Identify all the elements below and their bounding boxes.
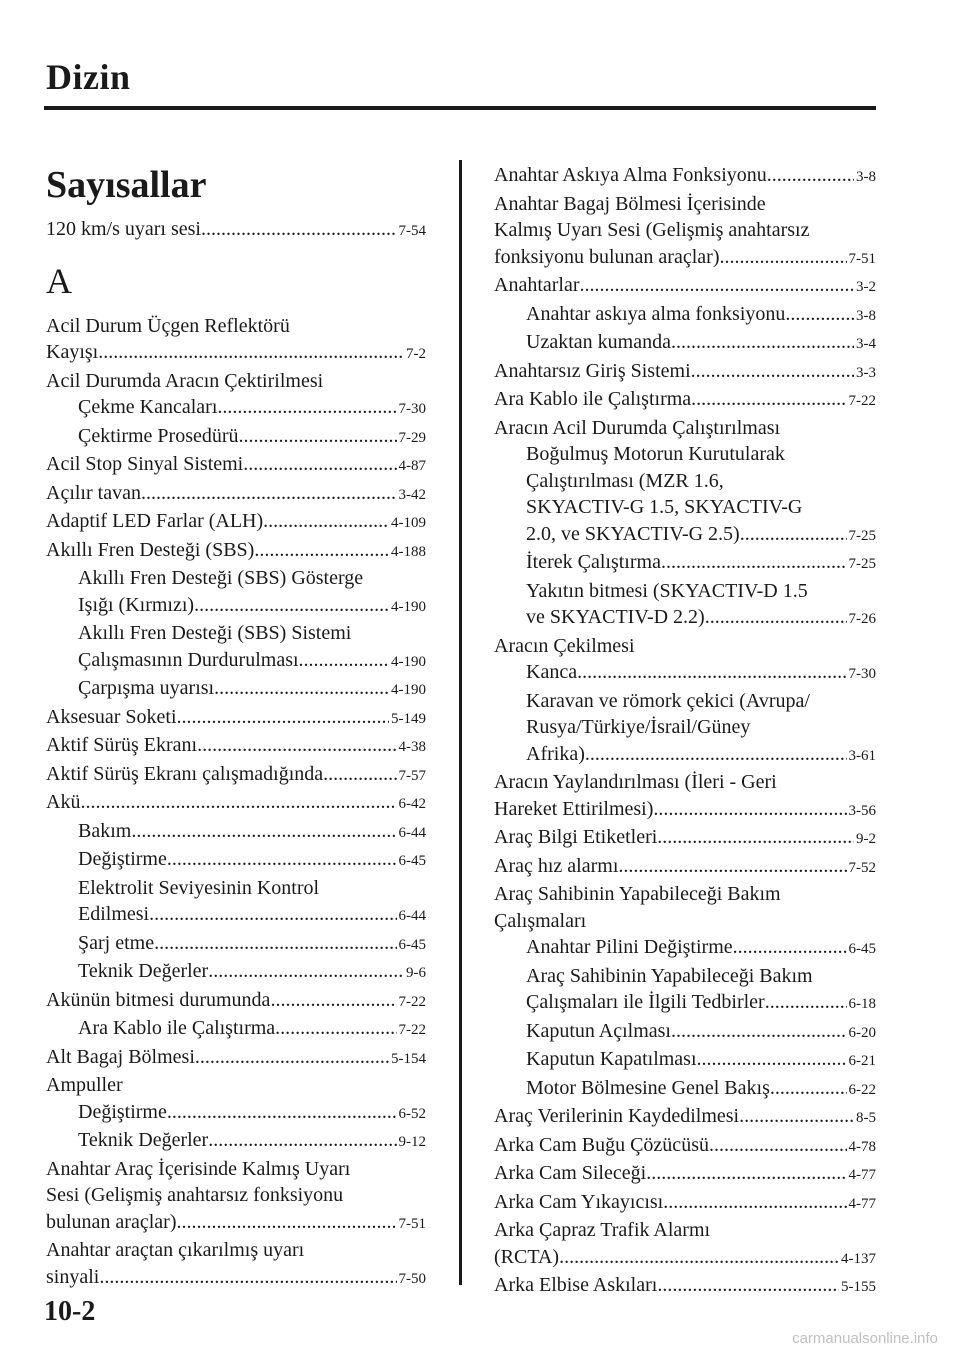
index-entry-text: Çektirme Prosedürü [78,424,239,447]
index-entry-line: Kalmış Uyarı Sesi (Gelişmiş anahtarsız [494,219,810,241]
index-entry-text: bulunan araçlar) [46,1210,177,1233]
leader-dots [691,386,846,413]
page-number: 10-2 [44,1296,96,1327]
index-entry-page: 3-8 [856,169,876,185]
leader-dots [661,549,847,576]
index-entry-page: 4-87 [398,458,426,474]
index-entry-page: 4-77 [848,1195,876,1212]
index-entry-page: 7-52 [848,859,876,876]
index-entry-text: Kaputun Açılması [526,1019,671,1042]
index-entry-page: 3-3 [856,364,876,381]
index-entry [46,1099,426,1128]
index-entry [494,521,876,550]
index-entry-page: 6-21 [848,1053,876,1069]
leader-dots [618,853,846,880]
index-entry-page: 5-149 [391,710,426,727]
leader-dots [80,789,396,816]
leader-dots [585,741,847,768]
index-entry-page: 6-18 [848,996,876,1012]
leader-dots [580,272,854,299]
index-entry [46,480,426,509]
leader-dots [739,1103,854,1130]
index-entry [46,930,426,959]
index-entry [494,741,876,770]
index-entry-line: Araç Sahibinin Yapabileceği Bakım [526,964,813,987]
index-entry-text: sinyali [46,1265,100,1288]
index-entry [46,846,426,875]
index-entry [494,1272,876,1301]
index-entry-line: Acil Durumda Aracın Çektirilmesi [46,369,324,392]
index-entry-page: 7-30 [848,666,876,682]
index-entry-page: 6-45 [398,853,426,869]
index-entry [46,508,426,537]
watermark: carmanualsonline.info [792,1330,938,1347]
index-entry [46,1044,426,1073]
index-entry-page: 7-54 [398,223,426,239]
leader-dots [663,1189,846,1216]
index-entry-page: 4-78 [848,1138,876,1155]
leader-dots [275,1015,396,1042]
index-entry-page: 6-42 [398,796,426,812]
index-entry-line: Arka Çapraz Trafik Alarmı [494,1219,711,1241]
index-entry-text: Teknik Değerler [78,960,209,982]
column-divider [459,160,462,1285]
index-entry-text: Araç Bilgi Etiketleri [494,826,658,848]
index-entry [46,451,426,480]
index-entry-line: Rusya/Türkiye/İsrail/Güney [526,716,751,738]
index-entry-page: 7-25 [848,556,876,572]
index-entry-text: Ara Kablo ile Çalıştırma [494,388,692,410]
leader-dots [131,818,396,845]
letter-heading: A [46,260,72,301]
index-entry [46,592,426,621]
index-entry [46,732,426,761]
leader-dots [709,1132,847,1159]
index-entry-page: 4-109 [391,515,426,531]
index-entry [494,1244,876,1273]
index-entry-text: Çekme Kancaları [78,396,218,418]
index-entry-text: Akünün bitmesi durumunda [46,988,271,1011]
leader-dots [785,301,854,328]
index-column-right [494,162,876,1301]
index-entry [46,789,426,818]
index-entry-text: Anahtarsız Giriş Sistemi [494,359,691,382]
index-entry-line: SKYACTIV-G 1.5, SKYACTIV-G [526,496,803,518]
index-entry-text: Araç hız alarmı [494,854,619,877]
index-entry [46,216,426,245]
leader-dots [767,162,854,189]
index-entry-text: Anahtar Pilini Değiştirme [526,936,733,958]
leader-dots [270,987,396,1014]
index-entry [46,987,426,1016]
index-entry [494,796,876,825]
leader-dots [657,824,854,851]
index-entry-page: 4-188 [391,543,426,560]
index-entry [494,1018,876,1047]
index-entry-line: Akıllı Fren Desteği (SBS) Sistemi [78,622,352,644]
index-entry-text: Arka Cam Sileceği [494,1162,647,1184]
index-entry [46,761,426,790]
index-entry-page: 6-44 [398,824,426,841]
index-entry-text: Kayışı [46,341,99,363]
leader-dots [691,358,854,385]
leader-dots [653,796,846,823]
leader-dots [243,451,396,478]
index-entry-text: Ara Kablo ile Çalıştırma [78,1017,276,1039]
index-entry-text: Acil Stop Sinyal Sistemi [46,453,244,475]
index-entry-page: 7-22 [398,993,426,1010]
index-entry-page: 7-22 [848,393,876,409]
index-entry-line: Aracın Acil Durumda Çalıştırılması [494,416,781,439]
index-entry-page: 7-25 [848,527,876,544]
index-column-left [46,162,426,1292]
index-entry [46,901,426,930]
index-entry-line: Ampuller [46,1074,123,1096]
index-entry-page: 4-190 [391,653,426,670]
index-entry-page: 9-2 [856,831,876,847]
index-entry [46,423,426,452]
index-entry-text: Alt Bagaj Bölmesi [46,1045,195,1068]
index-entry-page: 9-6 [406,965,426,981]
index-entry-line: Akıllı Fren Desteği (SBS) Gösterge [78,567,364,589]
leader-dots [149,901,396,928]
index-entry-page: 3-2 [856,279,876,295]
leader-dots [176,1209,396,1236]
index-entry [494,1075,876,1104]
index-entry-page: 7-22 [398,1022,426,1038]
leader-dots [765,989,847,1016]
leader-dots [197,732,396,759]
index-entry-page: 4-190 [391,682,426,698]
index-entry [494,1189,876,1218]
index-entry-line: Boğulmuş Motorun Kurutularak [526,443,785,465]
leader-dots [733,934,847,961]
index-entry-page: 7-26 [848,611,876,627]
index-entry [494,989,876,1018]
index-entry [494,934,876,963]
index-entry [494,1046,876,1075]
leader-dots [770,1075,847,1102]
index-entry-page: 4-190 [391,598,426,615]
leader-dots [201,216,397,243]
index-entry-page: 3-4 [856,336,876,352]
index-entry-text: Çarpışma uyarısı [78,677,215,699]
index-entry-text: Anahtar Askıya Alma Fonksiyonu [494,164,767,186]
leader-dots [194,592,389,619]
index-entry [494,358,876,387]
index-entry-page: 7-50 [398,1270,426,1287]
index-entry-text: (RCTA) [494,1245,560,1268]
index-entry [494,386,876,415]
index-entry-page: 7-51 [398,1215,426,1232]
index-entry [494,824,876,853]
index-entry-text: Kaputun Kapatılması [526,1048,697,1070]
index-entry-page: 9-12 [398,1134,426,1150]
index-entry-text: Anahtar askıya alma fonksiyonu [526,302,786,325]
index-entry [494,549,876,578]
index-entry [494,244,876,273]
leader-dots [671,1018,847,1045]
index-entry-text: 120 km/s uyarı sesi [46,218,201,240]
leader-dots [263,508,389,535]
leader-dots [323,761,396,788]
index-entry-line: Karavan ve römork çekici (Avrupa/ [526,689,810,712]
index-entry-page: 6-22 [848,1081,876,1098]
index-entry [494,329,876,358]
index-entry-page: 7-57 [398,767,426,784]
leader-dots [141,480,397,507]
index-entry-page: 3-8 [856,307,876,324]
index-entry [46,1264,426,1293]
index-entry-text: Anahtarlar [494,274,580,296]
index-entry-text: Edilmesi [78,903,150,925]
index-entry [46,704,426,733]
leader-dots [559,1244,839,1271]
index-entry [494,1132,876,1161]
leader-dots [208,1127,396,1154]
leader-dots [657,1272,839,1299]
index-entry-text: Çalışmasının Durdurulması [78,648,299,671]
leader-dots [99,1264,396,1291]
index-entry [46,1127,426,1156]
index-entry-page: 8-5 [856,1110,876,1126]
index-entry-text: Teknik Değerler [78,1129,209,1151]
leader-dots [154,930,396,957]
header-rule [44,106,876,110]
index-entry-line: Anahtar araçtan çıkarılmış uyarı [46,1239,305,1261]
index-entry-text: Akıllı Fren Desteği (SBS) [46,538,255,561]
leader-dots [195,1044,389,1071]
index-entry-page: 3-56 [848,802,876,819]
index-entry-text: Aktif Sürüş Ekranı [46,734,198,756]
index-entry [46,675,426,704]
index-entry-page: 7-51 [848,250,876,267]
leader-dots [740,521,847,548]
leader-dots [217,394,396,421]
index-entry-text: Akü [46,791,81,813]
index-entry [46,1015,426,1044]
index-entry-text: Arka Cam Buğu Çözücüsü [494,1133,709,1156]
index-entry-line: Sesi (Gelişmiş anahtarsız fonksiyonu [46,1184,344,1206]
leader-dots [254,537,389,564]
index-entry-page: 7-2 [406,346,426,362]
index-entry [46,818,426,847]
index-entry-line: Elektrolit Seviyesinin Kontrol [78,876,320,899]
index-entry [494,1160,876,1189]
index-entry-text: Hareket Ettirilmesi) [494,797,654,820]
index-entry [494,853,876,882]
index-entry-page: 6-45 [398,936,426,953]
index-entry-text: Şarj etme [78,931,155,954]
leader-dots [98,339,404,366]
leader-dots [671,329,854,356]
index-entry-page: 3-61 [848,747,876,764]
index-entry-text: Araç Verilerinin Kaydedilmesi [494,1105,740,1127]
index-entry-page: 6-52 [398,1105,426,1122]
index-entry-line: Yakıtın bitmesi (SKYACTIV-D 1.5 [526,579,808,602]
leader-dots [299,647,389,674]
index-entry-page: 4-137 [841,1250,876,1267]
leader-dots [646,1160,846,1187]
index-entry-text: Değiştirme [78,848,167,870]
index-entry-page: 4-77 [848,1167,876,1183]
index-entry-line: Anahtar Bagaj Bölmesi İçerisinde [494,192,766,215]
index-entry-page: 4-38 [398,739,426,755]
index-entry [46,394,426,423]
index-entry-line: Araç Sahibinin Yapabileceği Bakım [494,883,781,905]
page-header-title: Dizin [46,57,131,97]
index-entry [494,1103,876,1132]
leader-dots [719,244,846,271]
index-entry-text: Arka Elbise Askıları [494,1274,658,1296]
index-entry [494,659,876,688]
index-entry-text: Afrika) [526,742,585,765]
index-entry-page: 5-154 [391,1050,426,1067]
index-entry-page: 3-42 [398,486,426,503]
index-entry-text: Çalışmaları ile İlgili Tedbirler [526,991,765,1013]
index-entry [494,301,876,330]
index-entry [46,647,426,676]
index-entry [494,604,876,633]
index-entry [46,537,426,566]
index-entry-text: Kanca [526,661,578,683]
leader-dots [208,958,404,985]
index-entry-text: Uzaktan kumanda [526,331,671,353]
index-entry [46,1209,426,1238]
index-entry-text: Bakım [78,819,132,842]
index-entry-text: Motor Bölmesine Genel Bakış [526,1076,770,1099]
index-entry-text: ve SKYACTIV-D 2.2) [526,606,705,628]
index-entry-text: Değiştirme [78,1100,167,1123]
index-entry-page: 7-30 [398,401,426,417]
leader-dots [705,604,847,631]
leader-dots [239,423,397,450]
index-entry [494,272,876,301]
index-entry-line: Aracın Yaylandırılması (İleri - Geri [494,771,777,793]
index-entry-text: Açılır tavan [46,481,141,504]
leader-dots [577,659,846,686]
leader-dots [167,846,397,873]
index-entry-line: Acil Durum Üçgen Reflektörü [46,314,290,337]
index-entry-page: 6-45 [848,941,876,957]
index-entry-text: Arka Cam Yıkayıcısı [494,1190,664,1213]
index-entry-line: Anahtar Araç İçerisinde Kalmış Uyarı [46,1157,351,1180]
index-entry-text: Işığı (Kırmızı) [78,593,195,616]
index-entry [46,339,426,368]
leader-dots [214,675,389,702]
section-heading: Sayısallar [46,164,207,206]
index-entry [46,958,426,987]
index-entry-line: Çalışmaları [494,909,587,932]
index-entry-text: fonksiyonu bulunan araçlar) [494,245,720,268]
index-entry-text: İterek Çalıştırma [526,551,661,573]
index-entry-line: Çalıştırılması (MZR 1.6, [526,469,724,492]
leader-dots [177,704,389,731]
index-entry-text: Adaptif LED Farlar (ALH) [46,510,264,532]
index-entry-text: 2.0, ve SKYACTIV-G 2.5) [526,522,740,545]
index-entry-page: 6-44 [398,908,426,924]
index-entry-text: Aksesuar Soketi [46,705,177,728]
index-entry-page: 7-29 [398,429,426,446]
index-entry-page: 6-20 [848,1024,876,1041]
index-entry-line: Aracın Çekilmesi [494,634,635,657]
leader-dots [697,1046,847,1073]
index-entry [494,162,876,191]
leader-dots [167,1099,397,1126]
index-entry-page: 5-155 [841,1279,876,1295]
index-entry-text: Aktif Sürüş Ekranı çalışmadığında [46,762,324,785]
